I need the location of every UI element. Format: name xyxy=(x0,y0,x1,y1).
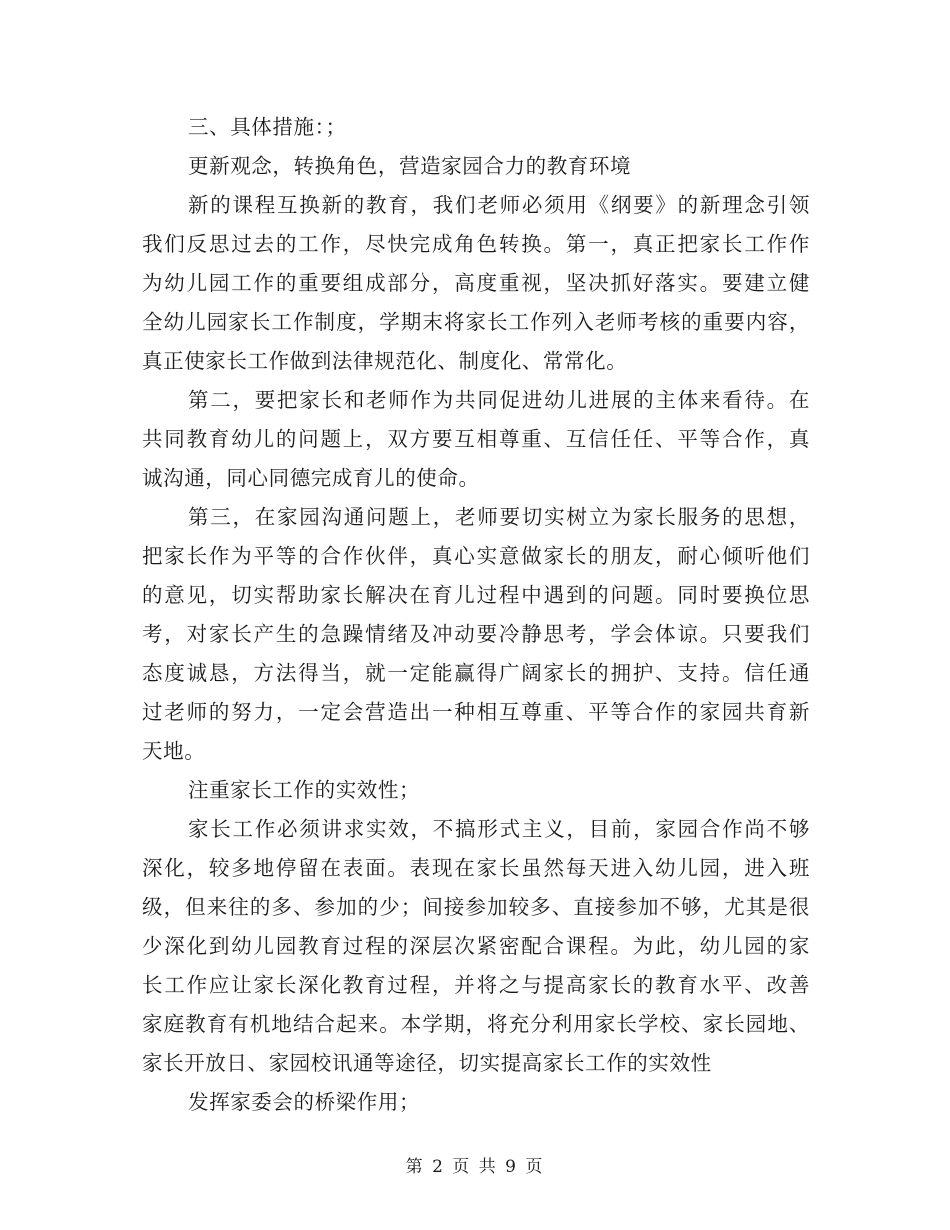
section-heading: 三、具体措施：； xyxy=(188,115,347,139)
page-number-footer: 第 2 页 共 9 页 xyxy=(405,1157,545,1177)
paragraph-line: 家长开放日、家园校讯通等途径，切实提高家长工作的实效性 xyxy=(142,1051,712,1075)
paragraph-line: 天地。 xyxy=(142,739,206,763)
paragraph-line: 态度诚恳，方法得当，就一定能赢得广阔家长的拥护、支持。信任通 xyxy=(142,661,810,685)
paragraph-line: 家长工作必须讲求实效，不搞形式主义，目前，家园合作尚不够 xyxy=(188,817,810,841)
paragraph-line: 共同教育幼儿的问题上，双方要互相尊重、互信任任、平等合作，真 xyxy=(142,427,810,451)
paragraph-line: 深化，较多地停留在表面。表现在家长虽然每天进入幼儿园，进入班 xyxy=(142,856,810,880)
paragraph-line: 级，但来往的多、参加的少；间接参加较多、直接参加不够，尤其是很 xyxy=(142,895,810,919)
document-body xyxy=(142,108,810,1122)
subheading: 注重家长工作的实效性； xyxy=(188,778,421,802)
paragraph-line: 考，对家长产生的急躁情绪及冲动要冷静思考，学会体谅。只要我们 xyxy=(142,622,810,646)
paragraph-line: 第二，要把家长和老师作为共同促进幼儿进展的主体来看待。在 xyxy=(188,388,810,412)
paragraph-line: 真正使家长工作做到法律规范化、制度化、常常化。 xyxy=(142,349,628,373)
subheading: 更新观念，转换角色，营造家园合力的教育环境 xyxy=(188,154,632,178)
paragraph-line: 第三，在家园沟通问题上，老师要切实树立为家长服务的思想， xyxy=(188,505,810,529)
paragraph-line: 家庭教育有机地结合起来。本学期，将充分利用家长学校、家长园地、 xyxy=(142,1012,810,1036)
paragraph-line: 长工作应让家长深化教育过程，并将之与提高家长的教育水平、改善 xyxy=(142,973,810,997)
paragraph-line: 少深化到幼儿园教育过程的深层次紧密配合课程。为此，幼儿园的家 xyxy=(142,934,810,958)
subheading: 发挥家委会的桥梁作用； xyxy=(188,1090,421,1114)
paragraph-line: 全幼儿园家长工作制度，学期末将家长工作列入老师考核的重要内容， xyxy=(142,310,810,334)
paragraph-line: 过老师的努力，一定会营造出一种相互尊重、平等合作的家园共育新 xyxy=(142,700,810,724)
paragraph-line: 把家长作为平等的合作伙伴，真心实意做家长的朋友，耐心倾听他们 xyxy=(142,544,810,568)
paragraph-line: 新的课程互换新的教育，我们老师必须用《纲要》的新理念引领 xyxy=(188,193,810,217)
paragraph-line: 诚沟通，同心同德完成育儿的使命。 xyxy=(142,466,480,490)
paragraph-line: 我们反思过去的工作，尽快完成角色转换。第一，真正把家长工作作 xyxy=(142,232,810,256)
paragraph-line: 的意见，切实帮助家长解决在育儿过程中遇到的问题。同时要换位思 xyxy=(142,583,810,607)
paragraph-line: 为幼儿园工作的重要组成部分，高度重视，坚决抓好落实。要建立健 xyxy=(142,271,810,295)
